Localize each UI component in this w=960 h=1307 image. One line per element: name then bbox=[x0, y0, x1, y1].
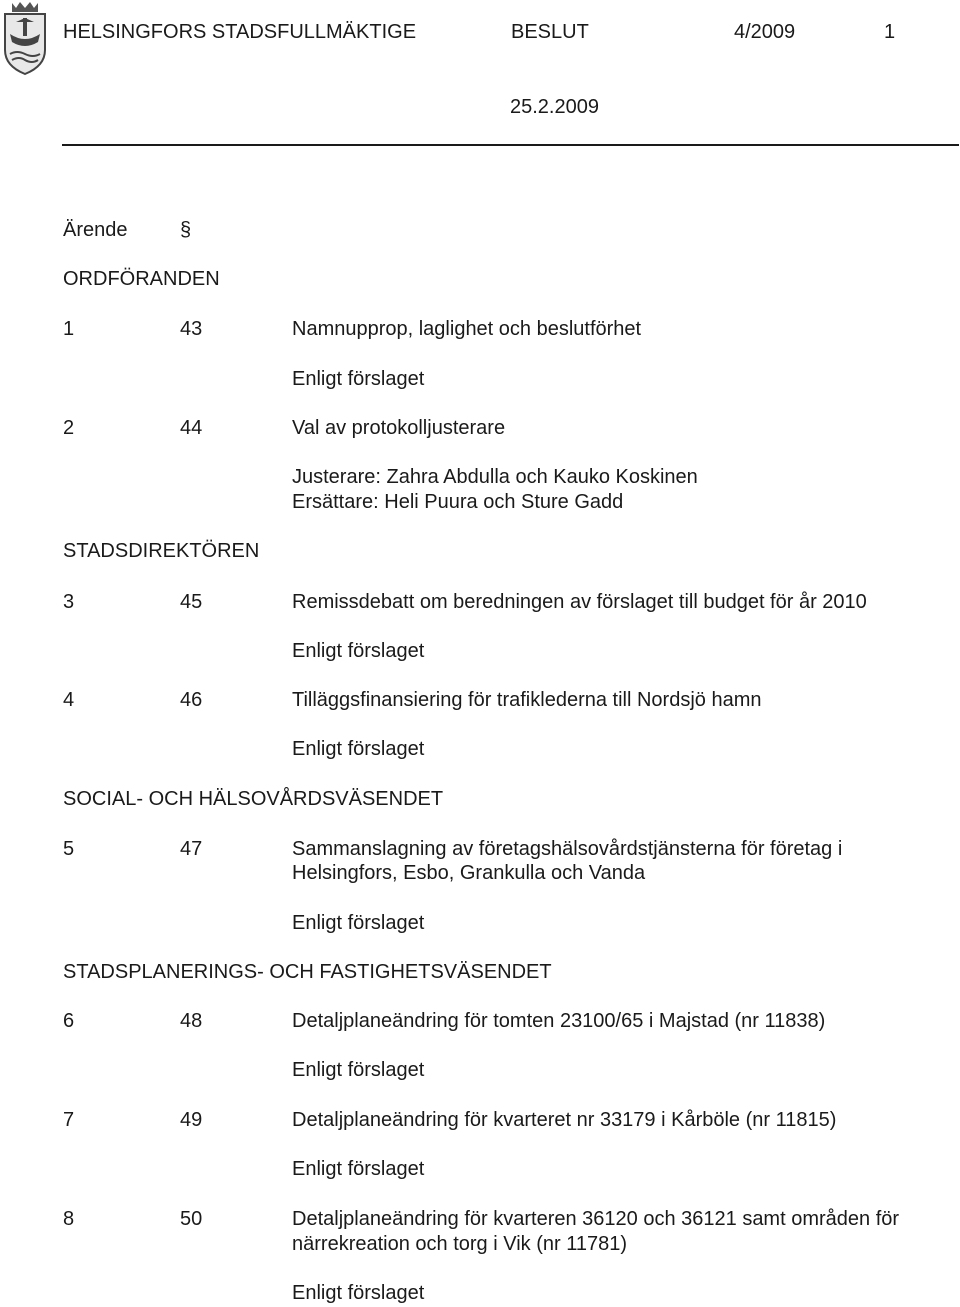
item-decision: Enligt förslaget bbox=[292, 1059, 425, 1081]
item-number: 2 bbox=[63, 417, 75, 439]
item-number: 1 bbox=[63, 318, 75, 340]
item-paragraph: 45 bbox=[180, 591, 203, 613]
city-crest-logo bbox=[2, 0, 48, 76]
item-number: 8 bbox=[63, 1208, 75, 1230]
item-paragraph: 44 bbox=[180, 417, 203, 439]
section-heading: SOCIAL- OCH HÄLSOVÅRDSVÄSENDET bbox=[63, 788, 444, 810]
section-heading: STADSPLANERINGS- OCH FASTIGHETSVÄSENDET bbox=[63, 961, 552, 983]
item-title: Sammanslagning av företagshälsovårdstjänsterna för företag i bbox=[292, 838, 843, 860]
section-heading: ORDFÖRANDEN bbox=[63, 268, 220, 290]
item-paragraph: 48 bbox=[180, 1010, 203, 1032]
item-title-continued: närrekreation och torg i Vik (nr 11781) bbox=[292, 1233, 627, 1255]
header-meeting-number: 4/2009 bbox=[734, 21, 796, 43]
header-divider bbox=[62, 144, 959, 146]
item-title: Detaljplaneändring för tomten 23100/65 i Majstad (nr 11838) bbox=[292, 1010, 826, 1032]
item-paragraph: 50 bbox=[180, 1208, 203, 1230]
section-heading: STADSDIREKTÖREN bbox=[63, 540, 260, 562]
item-title-continued: Helsingfors, Esbo, Grankulla och Vanda bbox=[292, 862, 646, 884]
item-detail: Ersättare: Heli Puura och Sture Gadd bbox=[292, 491, 624, 513]
item-decision: Enligt förslaget bbox=[292, 640, 425, 662]
item-number: 4 bbox=[63, 689, 75, 711]
item-paragraph: 49 bbox=[180, 1109, 203, 1131]
item-title: Namnupprop, laglighet och beslutförhet bbox=[292, 318, 642, 340]
item-decision: Enligt förslaget bbox=[292, 738, 425, 760]
item-paragraph: 46 bbox=[180, 689, 203, 711]
item-number: 7 bbox=[63, 1109, 75, 1131]
item-title: Remissdebatt om beredningen av förslaget till budget för år 2010 bbox=[292, 591, 867, 613]
item-decision: Enligt förslaget bbox=[292, 368, 425, 390]
header-date: 25.2.2009 bbox=[510, 96, 599, 118]
item-title: Detaljplaneändring för kvarteret nr 33179 i Kårböle (nr 11815) bbox=[292, 1109, 837, 1131]
header-doc-type: BESLUT bbox=[511, 21, 589, 43]
column-heading-arende: Ärende bbox=[63, 219, 128, 241]
item-number: 3 bbox=[63, 591, 75, 613]
item-detail: Justerare: Zahra Abdulla och Kauko Koskinen bbox=[292, 466, 698, 488]
item-paragraph: 47 bbox=[180, 838, 203, 860]
item-number: 5 bbox=[63, 838, 75, 860]
column-heading-paragraph-sign: § bbox=[180, 219, 192, 241]
item-decision: Enligt förslaget bbox=[292, 1158, 425, 1180]
item-decision: Enligt förslaget bbox=[292, 912, 425, 934]
item-decision: Enligt förslaget bbox=[292, 1282, 425, 1304]
item-title: Detaljplaneändring för kvarteren 36120 och 36121 samt områden för bbox=[292, 1208, 900, 1230]
item-paragraph: 43 bbox=[180, 318, 203, 340]
header-org: HELSINGFORS STADSFULLMÄKTIGE bbox=[63, 21, 417, 43]
item-title: Tilläggsfinansiering för trafiklederna till Nordsjö hamn bbox=[292, 689, 762, 711]
item-number: 6 bbox=[63, 1010, 75, 1032]
header-page-number: 1 bbox=[884, 21, 896, 43]
item-title: Val av protokolljusterare bbox=[292, 417, 506, 439]
